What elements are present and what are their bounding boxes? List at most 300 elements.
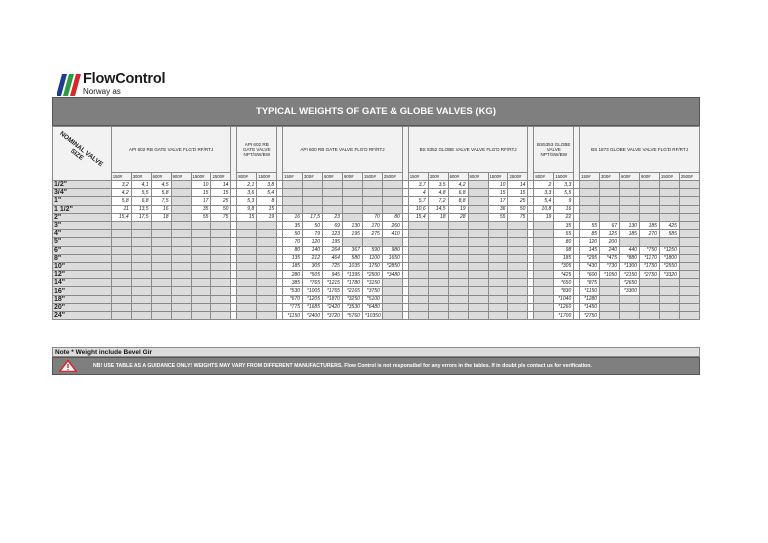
weight-cell [257, 262, 277, 270]
weight-cell [620, 295, 640, 303]
weight-cell: 1750 [362, 262, 382, 270]
weight-cell: 195 [342, 230, 362, 238]
valve-size-cell: 4" [53, 230, 112, 238]
weight-cell [600, 303, 620, 311]
weight-cell: 3,7 [408, 181, 428, 189]
pressure-class-header: 2500# [382, 173, 402, 181]
weight-cell [322, 181, 342, 189]
weight-cell [171, 262, 191, 270]
pressure-class-header: 1500# [488, 173, 508, 181]
valve-type-header: API 602 RB GATE VALVE NPT/SW/BW [237, 127, 277, 173]
weight-cell: *880 [620, 254, 640, 262]
weight-cell: *830 [554, 287, 574, 295]
weight-cell: *2750 [639, 271, 659, 279]
weight-cell [131, 254, 151, 262]
weight-cell [211, 262, 231, 270]
weight-cell: 440 [620, 246, 640, 254]
pressure-class-header: 1500# [659, 173, 679, 181]
weight-cell: *1395 [342, 271, 362, 279]
weight-cell [659, 197, 679, 205]
weight-cell: 185 [283, 262, 303, 270]
table-row [53, 295, 700, 303]
weight-cell: 25 [508, 197, 528, 205]
valve-size-cell: 2" [53, 213, 112, 221]
weight-cell [283, 181, 303, 189]
weight-cell: 19 [534, 213, 554, 221]
weight-cell [448, 254, 468, 262]
weight-cell [428, 279, 448, 287]
weight-cell: 16 [151, 205, 171, 213]
weight-cell: 200 [600, 238, 620, 246]
weight-cell [151, 246, 171, 254]
weight-cell: 4,1 [131, 181, 151, 189]
weight-cell [580, 213, 600, 221]
weight-cell [468, 246, 488, 254]
weight-cell [639, 205, 659, 213]
weight-cell: 240 [600, 246, 620, 254]
weight-cell: *3320 [659, 271, 679, 279]
weight-cell: 945 [322, 271, 342, 279]
weight-cell [679, 271, 699, 279]
weight-cell: 580 [342, 254, 362, 262]
weight-cell [111, 262, 131, 270]
nominal-size-header [53, 127, 112, 181]
weight-cell: *2500 [362, 271, 382, 279]
weight-cell [488, 246, 508, 254]
weight-cell: 135 [283, 254, 303, 262]
weight-cell: 10 [191, 181, 211, 189]
weight-cell: 35 [191, 205, 211, 213]
weight-cell: *1780 [342, 279, 362, 287]
weight-cell: 35 [554, 221, 574, 229]
weight-cell [111, 230, 131, 238]
weight-cell: 98 [554, 246, 574, 254]
weight-cell: *2150 [620, 271, 640, 279]
weight-cell: *2400 [303, 312, 323, 320]
weight-cell [508, 254, 528, 262]
weight-cell [382, 287, 402, 295]
weight-cell: 6,8 [131, 197, 151, 205]
weight-cell: 17 [191, 197, 211, 205]
weight-cell [508, 230, 528, 238]
weight-cell: 3,3 [534, 189, 554, 197]
weight-cell [679, 254, 699, 262]
weight-cell [257, 303, 277, 311]
weight-cell [679, 213, 699, 221]
weight-cell [257, 238, 277, 246]
weight-cell [679, 303, 699, 311]
valve-size-cell: 6" [53, 246, 112, 254]
weight-cell [580, 205, 600, 213]
weight-cell [111, 295, 131, 303]
weight-cell: 69 [322, 221, 342, 229]
weight-cell [257, 246, 277, 254]
weight-cell [211, 238, 231, 246]
table-row [53, 279, 700, 287]
weight-cell [659, 312, 679, 320]
weight-cell [191, 246, 211, 254]
weight-cell: 185 [639, 221, 659, 229]
weight-cell [679, 246, 699, 254]
weight-cell [488, 295, 508, 303]
weight-cell: *1040 [554, 295, 574, 303]
weight-cell [620, 303, 640, 311]
weight-cell: 79 [303, 230, 323, 238]
weight-cell [303, 181, 323, 189]
warning-text: NB! USE TABLE AS A GUIDANCE ONLY! WEIGHTS MAY VARY FROM DIFFERENT MANUFACTURERS. Flow Control is not responsibel for any errors in the tables. If in doubt pls contact us for verification. [93, 363, 592, 369]
weight-cell [468, 295, 488, 303]
weight-cell [131, 295, 151, 303]
weight-cell: 35 [283, 221, 303, 229]
weight-cell [191, 295, 211, 303]
weight-cell [639, 197, 659, 205]
weight-cell [171, 230, 191, 238]
weight-cell [237, 238, 257, 246]
weight-cell [534, 287, 554, 295]
pressure-class-header: 300# [303, 173, 323, 181]
logo-title: FlowControl [83, 71, 166, 87]
weight-cell [448, 230, 468, 238]
weight-cell: 980 [382, 246, 402, 254]
weight-cell [408, 246, 428, 254]
weight-cell: 1100 [362, 254, 382, 262]
weight-cell [488, 221, 508, 229]
weight-cell: 264 [322, 246, 342, 254]
pressure-class-header: 900# [639, 173, 659, 181]
weight-cell [679, 287, 699, 295]
weight-cell: *3250 [342, 295, 362, 303]
weight-cell [428, 238, 448, 246]
weight-cell [151, 262, 171, 270]
weight-cell [600, 189, 620, 197]
weight-cell: *530 [283, 287, 303, 295]
weight-cell: 5,7 [408, 197, 428, 205]
weight-cell: *1150 [283, 312, 303, 320]
weight-cell [191, 254, 211, 262]
weight-cell [448, 246, 468, 254]
valve-size-cell: 1/2" [53, 181, 112, 189]
weight-cell [534, 279, 554, 287]
weight-cell [171, 254, 191, 262]
weight-cell [171, 295, 191, 303]
weight-cell: *475 [600, 254, 620, 262]
weight-cell [171, 189, 191, 197]
weight-cell [488, 254, 508, 262]
weight-cell [303, 197, 323, 205]
weight-cell [171, 213, 191, 221]
valve-size-cell: 3/4" [53, 189, 112, 197]
weight-cell: *3300 [620, 287, 640, 295]
weight-cell: 7,5 [151, 197, 171, 205]
weight-cell: *1005 [303, 287, 323, 295]
weight-cell: 145 [580, 246, 600, 254]
weight-cell [171, 246, 191, 254]
weight-cell [428, 246, 448, 254]
weight-cell [171, 312, 191, 320]
weight-cell [659, 303, 679, 311]
weight-cell [679, 312, 699, 320]
weight-cell: 23 [322, 213, 342, 221]
weight-cell [448, 238, 468, 246]
weight-cell [428, 287, 448, 295]
weight-cell: 3,5 [428, 181, 448, 189]
weight-cell [639, 295, 659, 303]
weight-cell [257, 221, 277, 229]
weight-cell [211, 287, 231, 295]
weight-cell: 280 [283, 271, 303, 279]
weight-cell: 14 [211, 181, 231, 189]
pressure-class-header: 2500# [211, 173, 231, 181]
weight-cell: 15 [191, 189, 211, 197]
weight-cell: 425 [659, 221, 679, 229]
weight-cell [468, 254, 488, 262]
weight-cell [534, 221, 554, 229]
weight-cell: *2850 [382, 262, 402, 270]
weight-cell: 14 [508, 181, 528, 189]
weight-cell: *6480 [362, 303, 382, 311]
weight-cell [111, 238, 131, 246]
weight-cell: 15,4 [111, 213, 131, 221]
weight-cell [600, 279, 620, 287]
valve-type-header: BS 1873 GLOBE VALVE VALVE FLG'D RF/RTJ [580, 127, 700, 173]
weight-cell: *1215 [322, 279, 342, 287]
weight-cell: 36 [488, 205, 508, 213]
weight-cell [468, 271, 488, 279]
weight-cell [679, 262, 699, 270]
table-row [53, 230, 700, 238]
weight-cell [408, 230, 428, 238]
weight-cell: 55 [488, 213, 508, 221]
weight-cell [428, 262, 448, 270]
weight-cell [382, 312, 402, 320]
weight-cell: *10350 [362, 312, 382, 320]
weight-cell: 195 [322, 238, 342, 246]
weight-cell [382, 205, 402, 213]
weight-cell [659, 279, 679, 287]
weight-cell: 2 [534, 181, 554, 189]
valve-size-cell: 20" [53, 303, 112, 311]
weight-cell: 275 [362, 230, 382, 238]
weight-cell [382, 238, 402, 246]
weight-cell [408, 221, 428, 229]
weight-cell [659, 238, 679, 246]
weight-cell: 80 [554, 238, 574, 246]
weight-cell [151, 312, 171, 320]
weight-cell: *3720 [322, 312, 342, 320]
table-row [53, 205, 700, 213]
weight-cell: 16 [283, 213, 303, 221]
weight-cell [488, 230, 508, 238]
weight-cell [237, 287, 257, 295]
weight-cell: 70 [283, 238, 303, 246]
weight-cell [620, 213, 640, 221]
weight-cell [534, 295, 554, 303]
weight-cell [303, 189, 323, 197]
weight-cell [639, 181, 659, 189]
weight-cell [679, 205, 699, 213]
weight-cell: 18 [428, 213, 448, 221]
weight-cell [171, 197, 191, 205]
weight-cell [342, 238, 362, 246]
weight-cell [111, 246, 131, 254]
nominal-size-label: NOMINAL VALVE SIZE [58, 130, 105, 169]
weight-cell [600, 295, 620, 303]
weight-cell: 3,2 [111, 181, 131, 189]
weight-cell [151, 238, 171, 246]
weight-cell [580, 181, 600, 189]
weight-cell [620, 312, 640, 320]
weight-cell: *2750 [580, 312, 600, 320]
table-row [53, 254, 700, 262]
weight-cell: *305 [554, 262, 574, 270]
weight-cell [211, 254, 231, 262]
weight-cell: 212 [303, 254, 323, 262]
weight-cell [191, 271, 211, 279]
weight-cell [468, 181, 488, 189]
weight-cell [428, 312, 448, 320]
weight-cell [639, 213, 659, 221]
pressure-class-header: 2500# [508, 173, 528, 181]
weight-cell: 80 [283, 246, 303, 254]
weight-cell [362, 238, 382, 246]
weight-cell: 75 [508, 213, 528, 221]
weight-cell: 10 [488, 181, 508, 189]
weight-cell: *5100 [362, 295, 382, 303]
weight-cell [131, 312, 151, 320]
valve-type-header: BS 5352 GLOBE VALVE VALVE FLG'D RF/RTJ [408, 127, 528, 173]
weight-cell [191, 312, 211, 320]
weight-cell: 123 [322, 230, 342, 238]
weight-cell [428, 230, 448, 238]
weight-cell [468, 287, 488, 295]
weight-cell: 16 [554, 205, 574, 213]
weight-cell [488, 279, 508, 287]
weight-cell [151, 254, 171, 262]
weight-cell [534, 271, 554, 279]
weight-cell [600, 181, 620, 189]
weight-cell [679, 197, 699, 205]
weight-cell: 5,4 [534, 197, 554, 205]
weight-cell [237, 230, 257, 238]
weight-cell [382, 303, 402, 311]
weight-cell: 55 [191, 213, 211, 221]
weight-cell: 4 [408, 189, 428, 197]
weight-cell: *1800 [659, 254, 679, 262]
weight-cell [600, 312, 620, 320]
weight-cell [620, 205, 640, 213]
weight-cell [534, 303, 554, 311]
weight-cell [428, 271, 448, 279]
weight-cell: 2,1 [237, 181, 257, 189]
weight-cell: 15 [508, 189, 528, 197]
weight-cell: 75 [211, 213, 231, 221]
weight-cell [679, 221, 699, 229]
weight-cell: 10,6 [408, 205, 428, 213]
weight-cell: 10,8 [534, 205, 554, 213]
weight-cell: 1650 [382, 254, 402, 262]
weight-cell: 70 [362, 213, 382, 221]
weight-cell: 67 [600, 221, 620, 229]
warning-banner [52, 357, 700, 375]
weight-cell [659, 189, 679, 197]
weight-cell [362, 197, 382, 205]
weight-cell [131, 262, 151, 270]
valve-size-cell: 8" [53, 254, 112, 262]
weight-cell: *765 [303, 279, 323, 287]
weight-cell: *1750 [639, 262, 659, 270]
table-row [53, 197, 700, 205]
weight-cell [303, 205, 323, 213]
weight-cell [237, 254, 257, 262]
pressure-class-header: 150# [580, 173, 600, 181]
weight-cell: 14,5 [428, 205, 448, 213]
weight-cell [237, 221, 257, 229]
weight-cell [508, 303, 528, 311]
weight-cell [448, 312, 468, 320]
weight-cell [488, 312, 508, 320]
pressure-class-header: 300# [428, 173, 448, 181]
weight-cell [151, 230, 171, 238]
weight-cell [151, 271, 171, 279]
weight-cell [468, 213, 488, 221]
weight-cell [408, 271, 428, 279]
weight-cell: 3,8 [257, 181, 277, 189]
weight-cell: 55 [554, 230, 574, 238]
weight-cell [211, 246, 231, 254]
weight-cell: *295 [580, 254, 600, 262]
weight-cell: 9,8 [237, 205, 257, 213]
weight-cell: 8 [257, 197, 277, 205]
weight-cell [659, 295, 679, 303]
warning-triangle-icon [59, 360, 77, 372]
weight-cell: 85 [580, 230, 600, 238]
weight-cell: *670 [283, 295, 303, 303]
weight-cell: *775 [283, 303, 303, 311]
valve-size-cell: 5" [53, 238, 112, 246]
weight-cell [382, 197, 402, 205]
table-row [53, 238, 700, 246]
weight-cell [171, 303, 191, 311]
weight-cell: *1170 [639, 254, 659, 262]
company-logo [57, 72, 197, 98]
weight-cell: *750 [639, 246, 659, 254]
weight-cell [171, 205, 191, 213]
weight-cell: 15,4 [408, 213, 428, 221]
weight-cell: 410 [382, 230, 402, 238]
table-row [53, 303, 700, 311]
weight-cell: 50 [283, 230, 303, 238]
pressure-class-header: 150# [408, 173, 428, 181]
weight-cell [382, 279, 402, 287]
pressure-class-header: 600# [151, 173, 171, 181]
weight-cell [408, 312, 428, 320]
weight-cell: 1035 [342, 262, 362, 270]
weight-cell: 17,5 [131, 213, 151, 221]
weight-cell [639, 238, 659, 246]
weight-cell: *650 [554, 279, 574, 287]
weight-cell: 270 [639, 230, 659, 238]
weight-cell [408, 279, 428, 287]
weight-cell [211, 279, 231, 287]
weight-cell [534, 246, 554, 254]
weight-cell: 590 [362, 246, 382, 254]
weight-cell [191, 279, 211, 287]
weight-cell [639, 303, 659, 311]
weight-cell: *1870 [322, 295, 342, 303]
weight-cell [639, 189, 659, 197]
weight-cell [131, 287, 151, 295]
weight-cell: *1765 [322, 287, 342, 295]
